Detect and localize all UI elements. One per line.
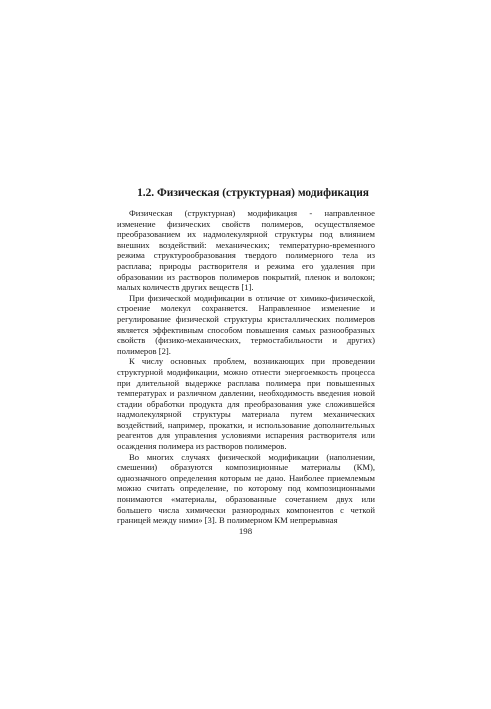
- body-text: [117, 208, 375, 526]
- paragraph-problems: К числу основных проблем, возникающих при проведении структурной модификации, можно отнести энергоемкость процесса при длительной выдержке расплава полимера при повышенных температурах и различном давлении, необходимость введения новой стадии обработки продукта для преобразования уже сложившейся надмолекулярной структуры материала путем механических воздействий, например, прокатки, и использование дополнительных реагентов для управления условиями испарения растворителя или осаждения полимера из растворов полимеров.: [117, 356, 375, 452]
- paragraph-definition: Физическая (структурная) модификация - направленное изменение физических свойств полимеров, осуществляемое преобразованием их надмолекулярной структуры под влиянием внешних воздействий: механических; температурно-временного режима структурообразования твердого полимерного тела из расплава; природы растворителя и режима его удаления при образовании из растворов полимеров покрытий, пленок и волокон; малых количеств других веществ [1].: [117, 208, 375, 293]
- paragraph-physical-vs-chemical: При физической модификации в отличие от химико-физической, строение молекул сохраняется. Направленное изменение и регулирование физической структуры кристаллических полимеров является эффективным способом повышения самых разнообразных свойств (физико-механических, термостабильности и других) полимеров [2].: [117, 292, 375, 356]
- section-heading: 1.2. Физическая (структурная) модификация: [137, 187, 369, 199]
- paragraph-composites: Во многих случаях физической модификации (наполнении, смешении) образуются композиционные материалы (КМ), однозначного определения которым не дано. Наиболее приемлемым можно считать определение, по которому под композиционными понимаются «материалы, образованные сочетанием двух или большего числа химически разнородных компонентов с четкой границей между ними» [3]. В полимерном КМ непрерывная: [117, 451, 375, 526]
- page-number: 198: [238, 526, 253, 536]
